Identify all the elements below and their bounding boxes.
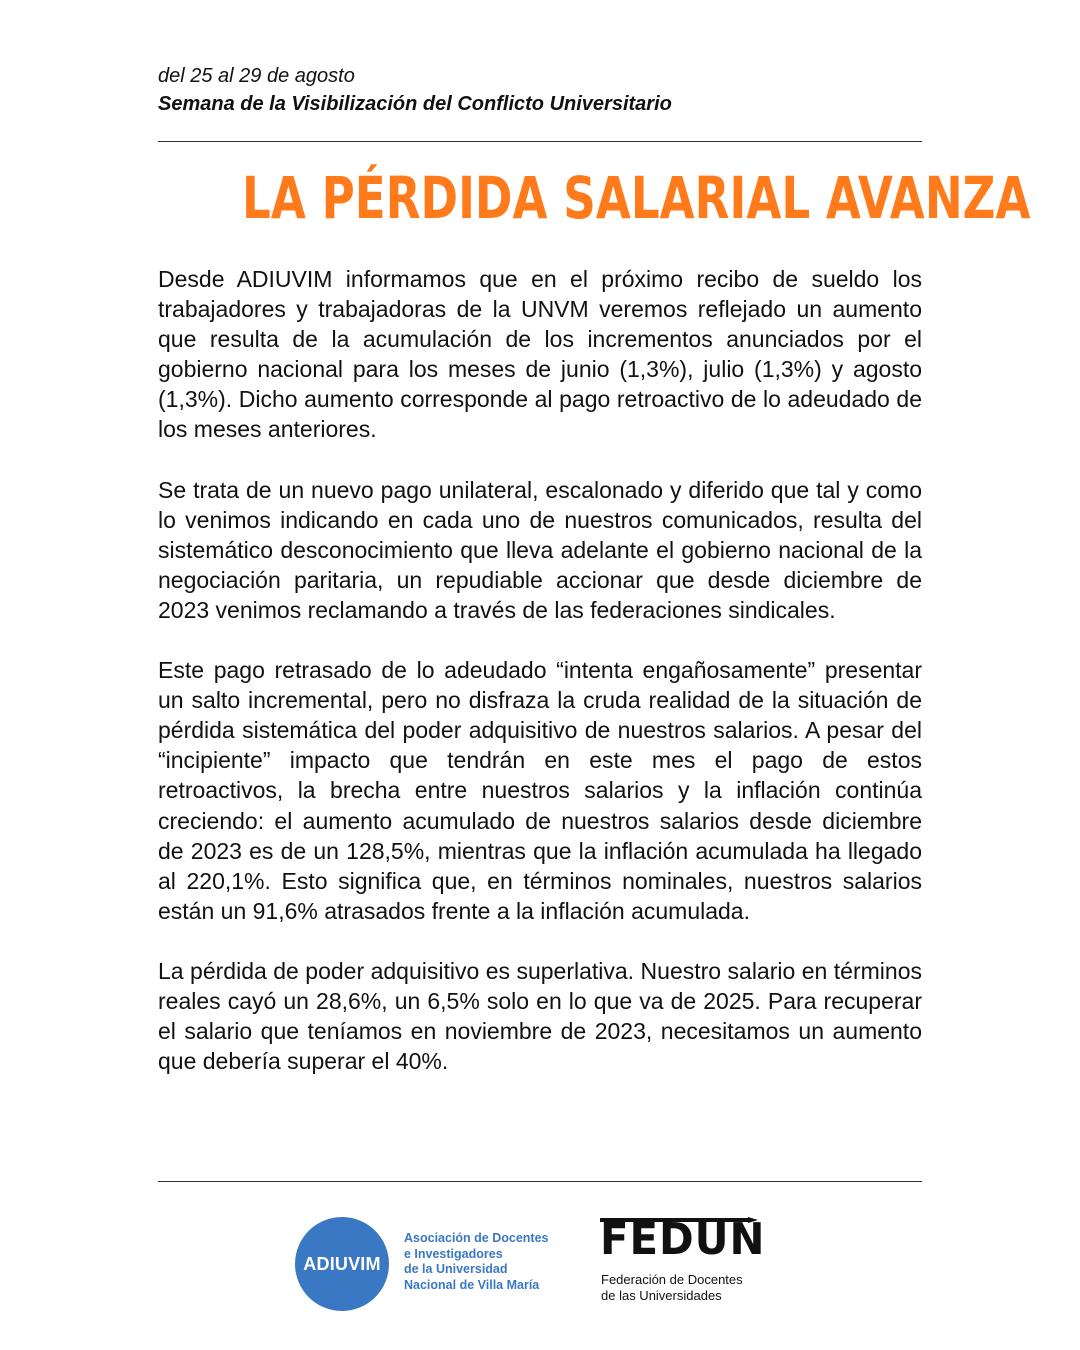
bottom-divider — [158, 1181, 922, 1182]
adiuvim-description-line: Asociación de Docentes — [404, 1231, 549, 1245]
adiuvim-logo — [295, 1217, 389, 1311]
page-title: LA PÉRDIDA SALARIAL AVANZA — [242, 164, 1031, 232]
adiuvim-description-line: e Investigadores — [404, 1246, 503, 1261]
adiuvim-description-line: de la Universidad — [404, 1262, 508, 1276]
event-title: Semana de la Visibilización del Conflicto Universitario — [158, 93, 672, 115]
fedun-description-line: Federación de Docentes — [601, 1272, 743, 1287]
adiuvim-description-line: Nacional de Villa María — [404, 1277, 540, 1292]
paragraph-1: Desde ADIUVIM informamos que en el próximo recibo de sueldo los trabajadores y trabajadoras de la UNVM veremos reflejado un aumento que resulta de la acumulación de los incrementos anunciados por el gobierno nacional para los meses de junio (1,3%), julio (1,3%) y agosto (1,3%). Dicho aumento corresponde al pago retroactivo de lo adeudado de los meses anteriores. — [158, 266, 922, 443]
adiuvim-logo-text: ADIUVIM — [303, 1253, 381, 1274]
date-range: del 25 al 29 de agosto — [158, 65, 355, 87]
paragraph-4: La pérdida de poder adquisitivo es superlativa. Nuestro salario en términos reales cayó un 28,6%, un 6,5% solo en lo que va de 2025. Para recuperar el salario que teníamos en noviembre de 2023, necesitamos un aumento que debería superar el 40%. — [158, 957, 922, 1075]
footer-logos — [158, 1200, 922, 1330]
fedun-description-line: de las Universidades — [601, 1288, 722, 1303]
article-body — [158, 264, 922, 1106]
fedun-logo: FEDUN — [600, 1214, 766, 1265]
fedun-description — [601, 1272, 743, 1304]
paragraph-2: Se trata de un nuevo pago unilateral, escalonado y diferido que tal y como lo venimos indicando en cada uno de nuestros comunicados, resulta del sistemático desconocimiento que lleva adelante el gobierno nacional de la negociación paritaria, un repudiable accionar que desde diciembre de 2023 venimos reclamando a través de las federaciones sindicales. — [158, 476, 922, 623]
paragraph-3: Este pago retrasado de lo adeudado “intenta engañosamente” presentar un salto incremental, pero no disfraza la cruda realidad de la situación de pérdida sistemática del poder adquisitivo de nuestros salarios. A pesar del “incipiente” impacto que tendrán en este mes el pago de estos retroactivos, la brecha entre nuestros salarios y la inflación continúa creciendo: el aumento acumulado de nuestros salarios desde diciembre de 2023 es de un 128,5%, mientras que la inflación acumulada ha llegado al 220,1%. Esto significa que, en términos nominales, nuestros salarios están un 91,6% atrasados frente a la inflación acumulada. — [158, 657, 922, 924]
top-divider — [158, 141, 922, 142]
adiuvim-description — [404, 1231, 574, 1293]
